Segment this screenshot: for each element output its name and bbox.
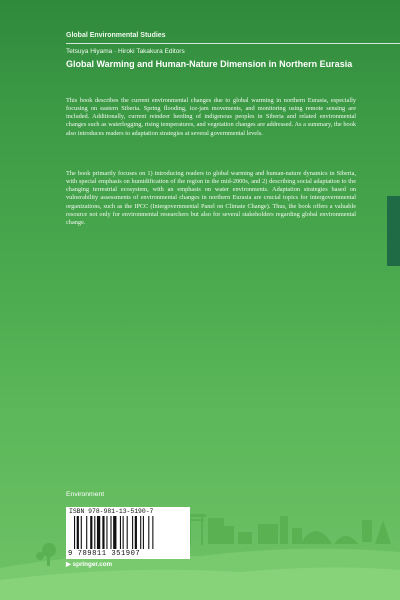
barcode-digits: 9 789811 351907 <box>68 550 141 558</box>
header-rule <box>66 43 400 44</box>
yurt-icon <box>300 531 358 544</box>
isbn-number: ISBN 978-981-13-5190-7 <box>69 508 154 515</box>
side-color-tab <box>387 196 400 266</box>
book-title: Global Warming and Human-Nature Dimension in Northern Eurasia <box>66 59 353 69</box>
reindeer-icon <box>362 520 391 544</box>
subject-category: Environment <box>66 491 105 498</box>
series-title: Global Environmental Studies <box>66 32 166 39</box>
blurb-paragraph: This book describes the current environmental changes due to global warming in northern Eurasia, especially focusing on eastern Siberia. Spring flooding, ice-jam movements, and monitoring using remote sensing are included. Additionally, current reindeer herding of indigenous peoples in Siberia and related environmental changes such as waterlogging, rising temperatures, and vegetation changes are addressed. As a summary, the book also introduces readers to adaptation strategies at several governmental levels. <box>66 97 356 137</box>
barcode-bars <box>74 516 182 549</box>
landscape-illustration <box>0 440 400 600</box>
editors: Tetsuya Hiyama · Hiroki Takakura Editors <box>66 48 185 55</box>
isbn-barcode <box>66 507 190 559</box>
blurb-paragraph: The book primarily focuses on 1) introducing readers to global warming and human-nature dynamics in Siberia, with special emphasis on humidification of the region in the mid-2000s, and 2) describing social adaptation to the changing terrestrial ecosystem, with an emphasis on water environments. Adaptation strategies based on vulnerability assessments of environmental changes in northern Eurasia are crucial topics for intergovernmental organizations, such as the IPCC (Intergovernmental Panel on Climate Change). Thus, the book offers a valuable resource not only for environmental researchers but also for several stakeholders regarding global environmental change. <box>66 170 356 226</box>
publisher-website-link[interactable]: ▶ springer.com <box>66 561 113 568</box>
building-icon <box>208 516 302 544</box>
